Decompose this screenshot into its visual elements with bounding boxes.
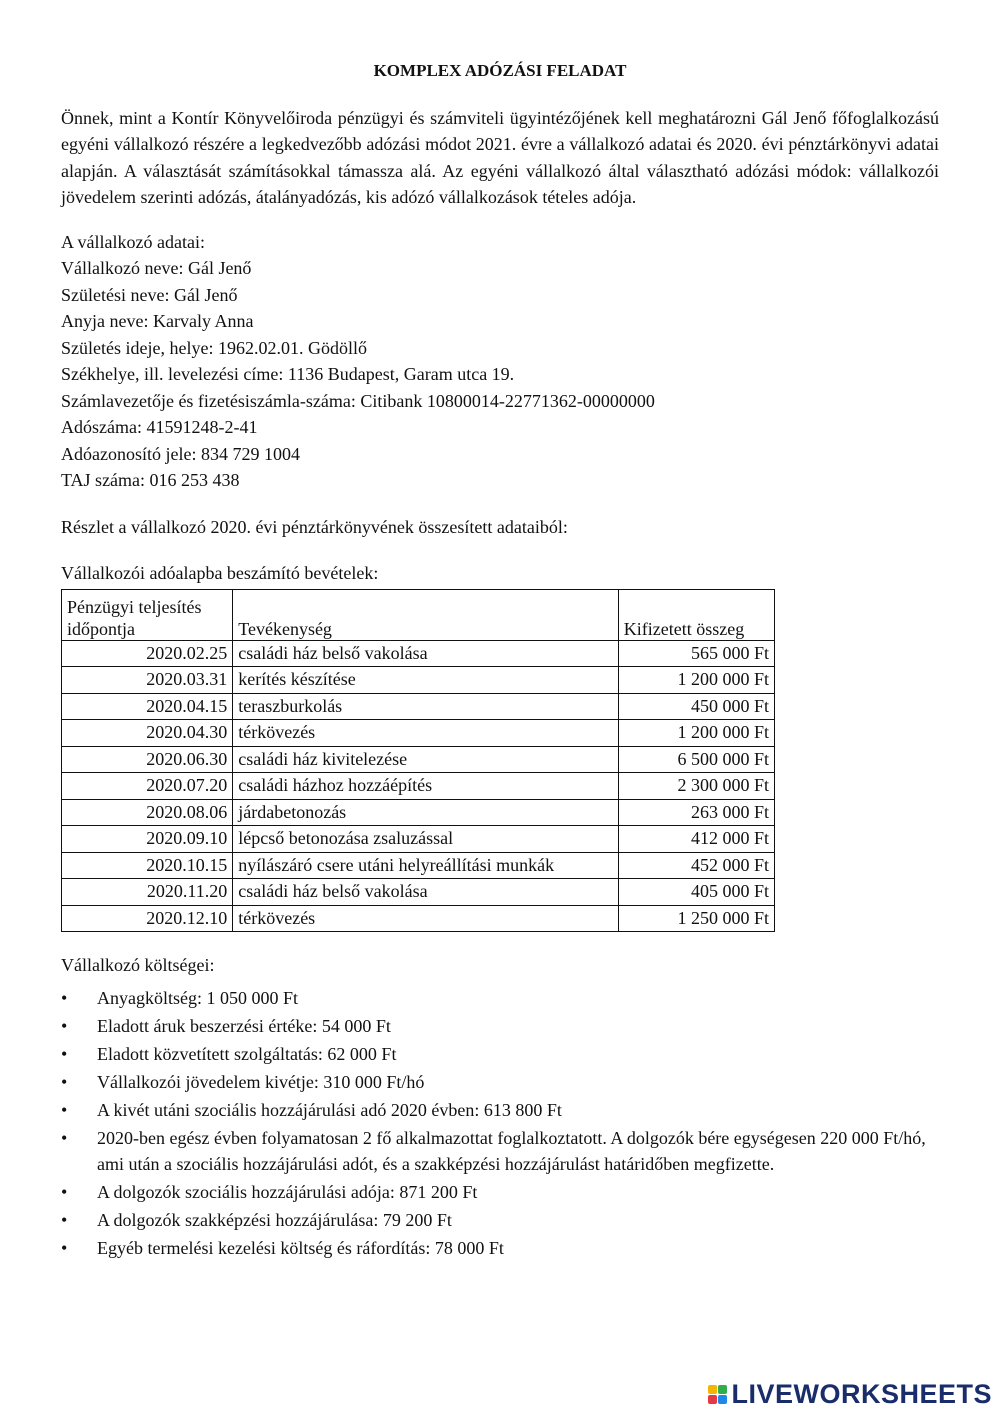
cell-activity: családi ház kivitelezése <box>233 746 619 773</box>
bullet-icon: • <box>61 1071 68 1092</box>
cell-date: 2020.04.30 <box>62 720 233 747</box>
entrepreneur-line: Születési neve: Gál Jenő <box>61 284 238 305</box>
entrepreneur-line: TAJ száma: 016 253 438 <box>61 470 240 490</box>
bullet-icon: • <box>61 1238 68 1258</box>
cell-date: 2020.09.10 <box>62 826 233 853</box>
cell-amount: 565 000 Ft <box>618 640 774 667</box>
table-row <box>62 640 775 667</box>
list-item: • A kivét utáni szociális hozzájárulási adó 2020 évben: 613 800 Ft <box>61 1097 939 1124</box>
entrepreneur-line: Adóazonosító jele: 834 729 1004 <box>61 443 300 464</box>
table-row <box>62 879 775 906</box>
cell-date: 2020.02.25 <box>62 640 233 667</box>
bullet-icon: • <box>61 987 68 1008</box>
cell-amount: 452 000 Ft <box>618 852 774 879</box>
list-item: • Eladott áruk beszerzési értéke: 54 000 Ft <box>61 1013 939 1040</box>
entrepreneur-line: Székhelye, ill. levelezési címe: 1136 Budapest, Garam utca 19. <box>61 364 515 384</box>
logo-square <box>718 1395 727 1404</box>
entrepreneur-line: Számlavezetője és fizetésiszámla-száma: Citibank 10800014-22771362-00000000 <box>61 390 655 411</box>
cell-date: 2020.06.30 <box>62 746 233 773</box>
list-item: • Vállalkozói jövedelem kivétje: 310 000 Ft/hó <box>61 1069 939 1096</box>
document-title: KOMPLEX ADÓZÁSI FELADAT <box>373 61 627 80</box>
entrepreneur-line: Vállalkozó neve: Gál Jenő <box>61 258 252 278</box>
list-item: • A dolgozók szociális hozzájárulási adója: 871 200 Ft <box>61 1179 939 1206</box>
logo-square <box>718 1385 727 1394</box>
table-row <box>62 852 775 879</box>
col-header-amount: Kifizetett összeg <box>618 589 774 640</box>
list-item: • A dolgozók szakképzési hozzájárulása: 79 200 Ft <box>61 1207 939 1234</box>
entrepreneur-line: Anyja neve: Karvaly Anna <box>61 311 254 331</box>
bullet-icon: • <box>61 1043 68 1064</box>
entrepreneur-line: Születés ideje, helye: 1962.02.01. Gödöllő <box>61 337 367 358</box>
logo-text: LIVEWORKSHEETS <box>731 1379 992 1409</box>
cell-activity: térkövezés <box>233 905 619 932</box>
cell-amount: 2 300 000 Ft <box>618 773 774 800</box>
excerpt-heading: Részlet a vállalkozó 2020. évi pénztárkönyvének összesített adataiból: <box>61 516 568 537</box>
table-row <box>62 799 775 826</box>
cell-activity: családi ház belső vakolása <box>233 640 619 667</box>
cell-date: 2020.10.15 <box>62 852 233 879</box>
cell-date: 2020.08.06 <box>62 799 233 826</box>
table-row <box>62 905 775 932</box>
worksheet-page <box>61 58 939 1263</box>
cell-amount: 6 500 000 Ft <box>618 746 774 773</box>
table-row <box>62 693 775 720</box>
cell-amount: 263 000 Ft <box>618 799 774 826</box>
costs-heading: Vállalkozó költségei: <box>61 955 215 975</box>
logo-mark-icon <box>708 1385 727 1404</box>
col-header-activity: Tevékenység <box>233 589 619 640</box>
logo-square <box>708 1395 717 1404</box>
list-item: • Egyéb termelési kezelési költség és ráfordítás: 78 000 Ft <box>61 1235 939 1262</box>
bullet-icon: • <box>61 1182 68 1202</box>
cell-amount: 405 000 Ft <box>618 879 774 906</box>
col-header-date: Pénzügyi teljesítés időpontja <box>62 589 233 640</box>
cell-date: 2020.07.20 <box>62 773 233 800</box>
table-header-row <box>62 589 775 640</box>
cell-amount: 450 000 Ft <box>618 693 774 720</box>
list-item: • 2020-ben egész évben folyamatosan 2 fő alkalmazottat foglalkoztatott. A dolgozók bére egységesen 220 000 Ft/hó, ami után a szociális hozzájárulási adót, és a szakképzési hozzájárulást határidőben megfizette. <box>61 1125 939 1178</box>
entrepreneur-data <box>61 229 939 494</box>
bullet-icon: • <box>61 1099 68 1120</box>
table-row <box>62 720 775 747</box>
bullet-icon: • <box>61 1127 68 1148</box>
list-item: • Anyagköltség: 1 050 000 Ft <box>61 985 939 1012</box>
entrepreneur-heading: A vállalkozó adatai: <box>61 231 205 252</box>
list-item: • Eladott közvetített szolgáltatás: 62 000 Ft <box>61 1041 939 1068</box>
bullet-icon: • <box>61 1015 68 1036</box>
cell-date: 2020.12.10 <box>62 905 233 932</box>
cell-activity: családi ház belső vakolása <box>233 879 619 906</box>
cell-amount: 1 200 000 Ft <box>618 720 774 747</box>
cell-activity: nyílászáró csere utáni helyreállítási munkák <box>233 852 619 879</box>
cell-date: 2020.04.15 <box>62 693 233 720</box>
table-row <box>62 826 775 853</box>
cell-activity: teraszburkolás <box>233 693 619 720</box>
revenue-heading: Vállalkozói adóalapba beszámító bevételek: <box>61 563 379 583</box>
logo-square <box>708 1385 717 1394</box>
table-row <box>62 773 775 800</box>
cell-date: 2020.03.31 <box>62 667 233 694</box>
cell-activity: kerítés készítése <box>233 667 619 694</box>
costs-list <box>61 985 939 1262</box>
intro-paragraph: Önnek, mint a Kontír Könyvelőiroda pénzügyi és számviteli ügyintézőjének kell meghatározni Gál Jenő főfoglalkozású egyéni vállalkozó részére a legkedvezőbb adózási módot 2021. évre a vállalkozó adatai és 2020. évi pénztárkönyvi adatai alapján. A választását számításokkal támassza alá. Az egyéni vállalkozó által választható adózási módok: vállalkozói jövedelem szerinti adózás, átalányadózás, kis adózó vállalkozások tételes adója. <box>61 107 939 207</box>
entrepreneur-line: Adószáma: 41591248-2-41 <box>61 417 258 437</box>
cell-activity: lépcső betonozása zsaluzással <box>233 826 619 853</box>
cell-activity: járdabetonozás <box>233 799 619 826</box>
bullet-icon: • <box>61 1210 68 1230</box>
cell-amount: 412 000 Ft <box>618 826 774 853</box>
table-row <box>62 667 775 694</box>
revenue-table <box>61 589 775 933</box>
cell-amount: 1 250 000 Ft <box>618 905 774 932</box>
cell-amount: 1 200 000 Ft <box>618 667 774 694</box>
table-row <box>62 746 775 773</box>
cell-date: 2020.11.20 <box>62 879 233 906</box>
cell-activity: családi házhoz hozzáépítés <box>233 773 619 800</box>
liveworksheets-logo[interactable] <box>708 1379 992 1409</box>
cell-activity: térkövezés <box>233 720 619 747</box>
